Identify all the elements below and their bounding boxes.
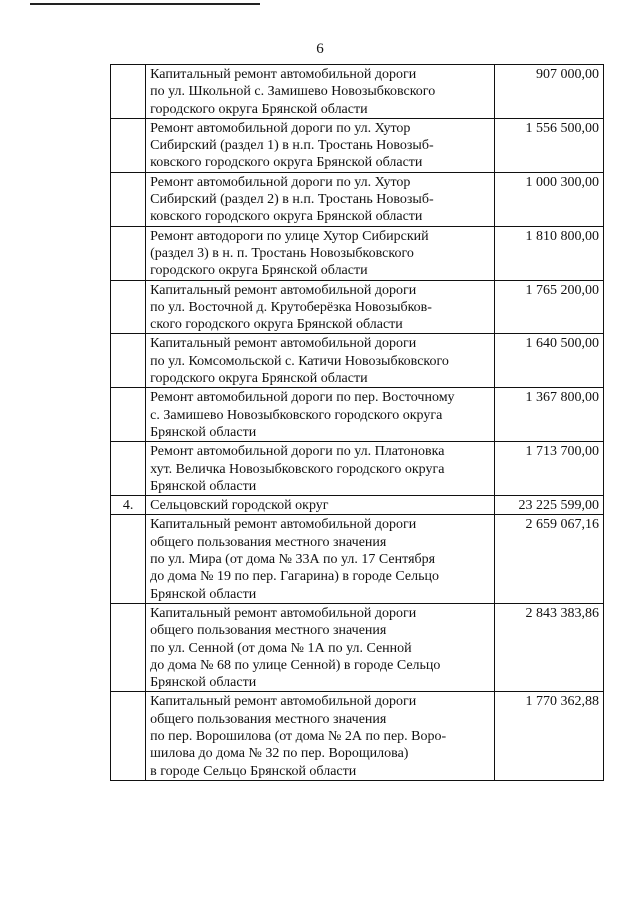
description-line: хут. Величка Новозыбковского городского округа bbox=[150, 461, 445, 477]
table-row bbox=[111, 172, 604, 226]
description-line: Брянской области bbox=[150, 586, 257, 602]
description-line: Капитальный ремонт автомобильной дороги bbox=[150, 605, 417, 621]
budget-table bbox=[110, 64, 604, 781]
row-number-cell bbox=[111, 442, 146, 496]
description-line: шилова до дома № 32 по пер. Ворощилова) bbox=[150, 746, 409, 762]
table-row bbox=[111, 118, 604, 172]
table-row bbox=[111, 388, 604, 442]
description-line: городского округа Брянской области bbox=[150, 101, 368, 117]
description-cell bbox=[146, 226, 494, 280]
description-line: (раздел 3) в н. п. Тростань Новозыбковского bbox=[150, 245, 414, 261]
description-line: Капитальный ремонт автомобильной дороги bbox=[150, 517, 417, 533]
description-line: по ул. Восточной д. Крутоберёзка Новозыбков- bbox=[150, 299, 432, 315]
description-line: Ремонт автомобильной дороги по ул. Хутор bbox=[150, 120, 411, 136]
table-row bbox=[111, 280, 604, 334]
table-row bbox=[111, 334, 604, 388]
description-line: городского округа Брянской области bbox=[150, 371, 368, 387]
row-number-cell bbox=[111, 118, 146, 172]
description-line: Ремонт автомобильной дороги по ул. Хутор bbox=[150, 174, 411, 190]
description-line: Капитальный ремонт автомобильной дороги bbox=[150, 282, 417, 298]
amount-cell: 1 765 200,00 bbox=[494, 280, 603, 334]
amount-cell: 23 225 599,00 bbox=[494, 496, 603, 515]
table-row bbox=[111, 692, 604, 780]
description-cell bbox=[146, 496, 494, 515]
description-line: Брянской области bbox=[150, 424, 257, 440]
description-line: общего пользования местного значения bbox=[150, 623, 387, 639]
table-row bbox=[111, 515, 604, 603]
description-line: Сибирский (раздел 1) в н.п. Тростань Новозыб- bbox=[150, 138, 434, 154]
description-line: ковского городского округа Брянской области bbox=[150, 209, 423, 225]
description-line: ковского городского округа Брянской области bbox=[150, 155, 423, 171]
description-cell bbox=[146, 603, 494, 691]
amount-cell: 907 000,00 bbox=[494, 65, 603, 119]
description-line: по ул. Сенной (от дома № 1А по ул. Сенной bbox=[150, 640, 412, 656]
description-line: Брянской области bbox=[150, 675, 257, 691]
row-number-cell bbox=[111, 226, 146, 280]
row-number-cell bbox=[111, 692, 146, 780]
table-row bbox=[111, 65, 604, 119]
amount-cell: 1 713 700,00 bbox=[494, 442, 603, 496]
description-line: Брянской области bbox=[150, 478, 257, 494]
description-line: Ремонт автомобильной дороги по пер. Восточному bbox=[150, 390, 455, 406]
description-cell bbox=[146, 280, 494, 334]
description-line: по ул. Школьной с. Замишево Новозыбковского bbox=[150, 84, 436, 100]
amount-cell: 1 810 800,00 bbox=[494, 226, 603, 280]
amount-cell: 2 659 067,16 bbox=[494, 515, 603, 603]
description-line: в городе Сельцо Брянской области bbox=[150, 763, 357, 779]
amount-cell: 1 000 300,00 bbox=[494, 172, 603, 226]
description-line: Капитальный ремонт автомобильной дороги bbox=[150, 336, 417, 352]
description-cell bbox=[146, 515, 494, 603]
row-number-cell bbox=[111, 65, 146, 119]
table-body bbox=[111, 65, 604, 781]
table-row bbox=[111, 496, 604, 515]
description-cell bbox=[146, 65, 494, 119]
table-row bbox=[111, 442, 604, 496]
description-cell bbox=[146, 172, 494, 226]
description-line: городского округа Брянской области bbox=[150, 263, 368, 279]
amount-cell: 1 367 800,00 bbox=[494, 388, 603, 442]
description-line: до дома № 19 по пер. Гагарина) в городе Сельцо bbox=[150, 569, 439, 585]
description-cell bbox=[146, 388, 494, 442]
description-line: Капитальный ремонт автомобильной дороги bbox=[150, 694, 417, 710]
description-line: до дома № 68 по улице Сенной) в городе Сельцо bbox=[150, 657, 441, 673]
description-line: Капитальный ремонт автомобильной дороги bbox=[150, 67, 417, 82]
row-number-cell bbox=[111, 334, 146, 388]
description-line: с. Замишево Новозыбковского городского округа bbox=[150, 407, 443, 423]
amount-cell: 1 640 500,00 bbox=[494, 334, 603, 388]
description-line: общего пользования местного значения bbox=[150, 711, 387, 727]
description-line: Ремонт автодороги по улице Хутор Сибирский bbox=[150, 228, 429, 244]
amount-cell: 1 556 500,00 bbox=[494, 118, 603, 172]
description-cell bbox=[146, 442, 494, 496]
description-cell bbox=[146, 118, 494, 172]
amount-cell: 1 770 362,88 bbox=[494, 692, 603, 780]
description-line: Сибирский (раздел 2) в н.п. Тростань Новозыб- bbox=[150, 192, 434, 208]
row-number-cell: 4. bbox=[111, 496, 146, 515]
row-number-cell bbox=[111, 172, 146, 226]
row-number-cell bbox=[111, 280, 146, 334]
row-number-cell bbox=[111, 388, 146, 442]
page-number: 6 bbox=[316, 41, 324, 57]
description-line: Сельцовский городской округ bbox=[150, 498, 329, 514]
row-number-cell bbox=[111, 515, 146, 603]
description-line: ского городского округа Брянской области bbox=[150, 317, 403, 333]
description-cell bbox=[146, 692, 494, 780]
table-row bbox=[111, 226, 604, 280]
table-row bbox=[111, 603, 604, 691]
amount-cell: 2 843 383,86 bbox=[494, 603, 603, 691]
description-line: Ремонт автомобильной дороги по ул. Платоновка bbox=[150, 444, 445, 460]
description-line: по ул. Комсомольской с. Катичи Новозыбковского bbox=[150, 353, 449, 369]
description-cell bbox=[146, 334, 494, 388]
description-line: общего пользования местного значения bbox=[150, 534, 387, 550]
description-line: по ул. Мира (от дома № 33А по ул. 17 Сентября bbox=[150, 552, 436, 568]
row-number-cell bbox=[111, 603, 146, 691]
scan-artifact-line bbox=[30, 3, 260, 5]
description-line: по пер. Ворошилова (от дома № 2А по пер. Воро- bbox=[150, 728, 447, 744]
